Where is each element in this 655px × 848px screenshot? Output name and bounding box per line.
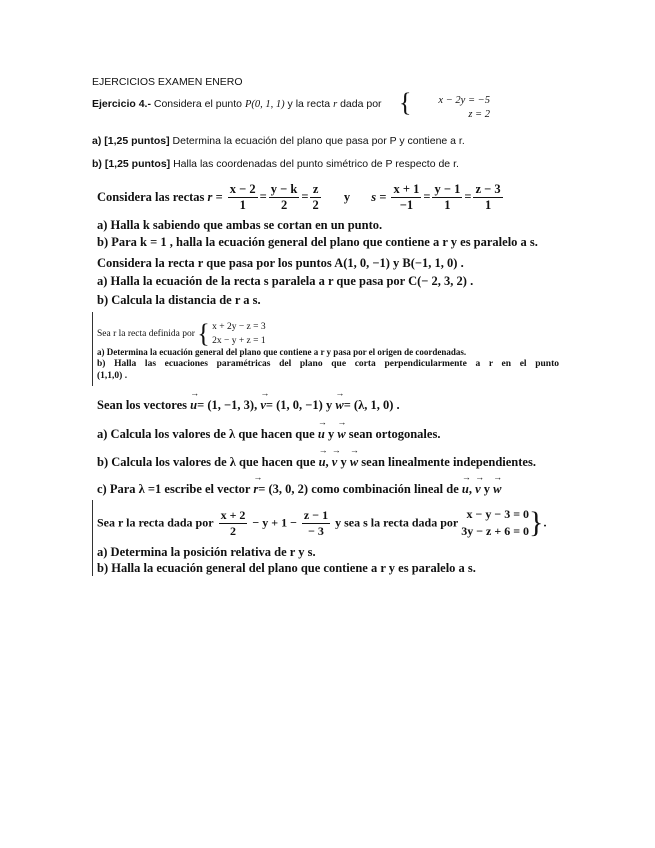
- exercise-6-brace: }: [529, 506, 544, 539]
- exercise-4-margin-rule: [92, 312, 93, 386]
- exercise-2-fraction-2: $\frac{y - k}{2}$: [270, 182, 298, 212]
- vector-w-ref: → w: [493, 482, 501, 497]
- exercise-2-fraction-1: $\frac{x - 2}{1}$: [229, 182, 256, 212]
- exercise-6-fraction-1: $\frac{x + 2}{2}$: [220, 507, 246, 538]
- exercise-2-s-lhs: s =: [371, 190, 387, 204]
- exercise-6-part-a: a) Determina la posición relativa de r y s.: [97, 545, 316, 559]
- exercise-3-part-a: a) Halla la ecuación de la recta s paralela a r que pasa por C(− 2, 3, 2) .: [97, 274, 474, 288]
- exercise-4-part-b-line2: (1,1,0) .: [97, 371, 128, 381]
- exercise-1-b-text: Halla las coordenadas del punto simétrico de P respecto de r.: [173, 158, 459, 170]
- page-title: EJERCICIOS EXAMEN ENERO: [92, 76, 243, 88]
- exercise-6-system: x − y − 3 = 0 3y − z + 6 = 0: [461, 507, 530, 538]
- exercise-1-r-var: r: [333, 99, 338, 110]
- exercise-2-y: y: [343, 190, 351, 204]
- exercise-1-intro-b: y la recta: [287, 98, 331, 110]
- exercise-4-brace: {: [197, 319, 210, 348]
- exercise-1-part-b: [92, 158, 459, 170]
- exercise-2-fraction-4: $\frac{x + 1}{-1}$: [393, 182, 420, 212]
- exercise-4-system: x + 2y − z = 3 2x − y + z = 1: [212, 322, 266, 346]
- exercise-6-part-b: b) Halla la ecuación general del plano que contiene a r y es paralelo a s.: [97, 561, 476, 575]
- exercise-1-system: [412, 94, 490, 122]
- exercise-5-part-c: c) Para λ =1 escribe el vector → r= (3, 0, 2) como combinación lineal de → u, → v y → w: [97, 482, 502, 497]
- vector-u: → u: [190, 398, 197, 413]
- exercise-4-statement: [97, 320, 266, 348]
- vector-u-ref: → u: [318, 427, 325, 442]
- vector-v-ref: → v: [475, 482, 481, 497]
- exercise-1-b-label: b) [1,25 puntos]: [92, 158, 171, 170]
- vector-v: → v: [260, 398, 266, 413]
- exercise-3-statement: Considera la recta r que pasa por los puntos A(1, 0, −1) y B(−1, 1, 0) .: [97, 256, 464, 270]
- vector-v-value: = (1, 0, −1): [265, 398, 323, 412]
- vector-w-value: = (λ, 1, 0) .: [343, 398, 400, 412]
- exercise-6-statement: Sea r la recta dada por $\frac{x + 2}{2}$ − y + 1 − $\frac{z - 1}{- 3}$ y sea s la recta dada por x − y − 3 = 0 3y − z + 6 = 0 }.: [97, 506, 547, 539]
- exercise-1-title: Ejercicio 4.-: [92, 98, 151, 110]
- exercise-1-a-text: Determina la ecuación del plano que pasa por P y contiene a r.: [172, 135, 465, 147]
- exercise-6-intro: Sea r la recta dada por: [97, 515, 214, 530]
- vector-u-ref: → u: [462, 482, 469, 497]
- exercise-5-statement: [97, 398, 400, 413]
- exercise-1-point: P(0, 1, 1): [244, 99, 285, 110]
- exercise-1-brace: {: [399, 88, 412, 117]
- exercise-1-a-label: a) [1,25 puntos]: [92, 135, 170, 147]
- exercise-5-part-b: b) Calcula los valores de λ que hacen que → u, → v y → w sean linealmente independientes.: [97, 455, 536, 470]
- exercise-2-fraction-6: $\frac{z - 3}{1}$: [475, 182, 501, 212]
- vector-w-ref: → w: [350, 455, 358, 470]
- vector-r-value: = (3, 0, 2): [258, 482, 309, 496]
- exercise-6-margin-rule: [92, 500, 93, 576]
- vector-w-ref: → w: [337, 427, 345, 442]
- exercise-2-statement: Considera las rectas r = $\frac{x - 2}{1}$ = $\frac{y - k}{2}$ = $\frac{z}{2}$ y s = $\frac{x + 1}{-1}$ = $\frac{y - 1}{1}$ = $\frac{z - 3}{1}$: [97, 182, 501, 212]
- vector-u-ref: → u: [319, 455, 326, 470]
- exercise-2-part-b: b) Para k = 1 , halla la ecuación general del plano que contiene a r y es paralelo a s.: [97, 235, 538, 249]
- exercise-1-eq2: z = 2: [468, 109, 490, 120]
- exercise-1-intro-a: Considera el punto: [153, 98, 243, 110]
- exercise-2-fraction-3: $\frac{z}{2}$: [312, 182, 319, 212]
- vector-r: → r: [253, 482, 258, 497]
- exercise-1-eq1: x − 2y = −5: [438, 95, 490, 106]
- exercise-2-part-a: a) Halla k sabiendo que ambas se cortan en un punto.: [97, 218, 383, 232]
- vector-v-ref: → v: [332, 455, 338, 470]
- exercise-1-intro-c: dada por: [340, 98, 382, 110]
- exercise-4-intro: Sea r la recta definida por: [97, 329, 195, 339]
- exercise-2-intro: Considera las rectas: [97, 190, 205, 204]
- exercise-4-part-a: a) Determina la ecuación general del plano que contiene a r y pasa por el origen de coordenadas.: [97, 347, 467, 357]
- vector-u-value: = (1, −1, 3),: [197, 398, 258, 412]
- exercise-5-part-a: a) Calcula los valores de λ que hacen que → u y → w sean ortogonales.: [97, 427, 440, 442]
- exercise-2-fraction-5: $\frac{y - 1}{1}$: [434, 182, 461, 212]
- exercise-6-fraction-2: $\frac{z - 1}{- 3}$: [303, 507, 329, 538]
- vector-w: → w: [335, 398, 343, 413]
- exercise-3-part-b: b) Calcula la distancia de r a s.: [97, 293, 261, 307]
- exercise-1-part-a: [92, 135, 465, 147]
- exercise-5-intro: Sean los vectores: [97, 398, 188, 412]
- exercise-5-y: y: [325, 398, 333, 412]
- exercise-4-part-b-line1: b) Halla las ecuaciones paramétricas del plano que corta perpendicularmente a r en el punto: [97, 359, 559, 369]
- exercise-1-statement: [92, 97, 382, 112]
- exercise-6-mid2: y sea s la recta dada por: [335, 515, 459, 530]
- exercise-2-r-lhs: r =: [207, 190, 223, 204]
- exercise-6-mid: − y + 1 −: [252, 515, 297, 530]
